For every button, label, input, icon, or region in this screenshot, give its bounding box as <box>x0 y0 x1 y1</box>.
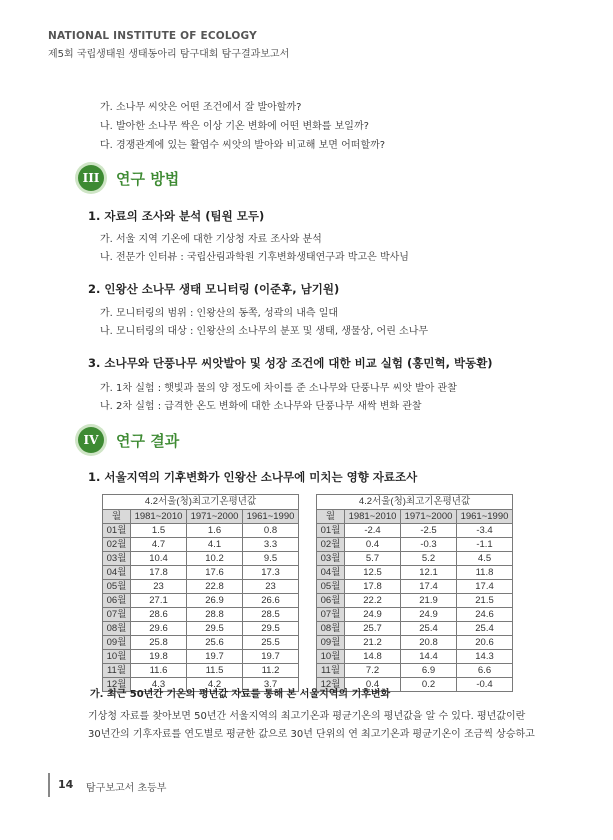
month-cell: 03월 <box>317 552 345 566</box>
section-3-badge: III <box>78 165 104 191</box>
section-4-badge: IV <box>78 427 104 453</box>
table-row <box>317 538 513 552</box>
month-cell: 11월 <box>317 664 345 678</box>
value-cell: 0.2 <box>401 678 457 692</box>
value-cell: 25.6 <box>187 636 243 650</box>
month-cell: 04월 <box>103 566 131 580</box>
page-number: 14 <box>58 778 74 791</box>
value-cell: 26.9 <box>187 594 243 608</box>
question-3: 다. 경쟁관계에 있는 활엽수 씨앗의 발아와 비교해 보면 어떠할까? <box>100 140 386 151</box>
value-cell: 14.4 <box>401 650 457 664</box>
value-cell: 12.5 <box>345 566 401 580</box>
month-cell: 10월 <box>317 650 345 664</box>
value-cell: 10.2 <box>187 552 243 566</box>
value-cell: 20.6 <box>457 636 513 650</box>
section-4-title: 연구 결과 <box>116 431 180 450</box>
question-2: 나. 발아한 소나무 싹은 이상 기온 변화에 어떤 변화를 보일까? <box>100 121 369 132</box>
value-cell: 22.8 <box>187 580 243 594</box>
value-cell: 14.8 <box>345 650 401 664</box>
value-cell: 4.2 <box>187 678 243 692</box>
value-cell: 25.8 <box>131 636 187 650</box>
table-row <box>317 636 513 650</box>
table-row <box>103 552 299 566</box>
value-cell: 17.4 <box>401 580 457 594</box>
month-cell: 07월 <box>103 608 131 622</box>
value-cell: 0.4 <box>345 538 401 552</box>
month-cell: 01월 <box>103 524 131 538</box>
table-row <box>317 566 513 580</box>
month-cell: 12월 <box>317 678 345 692</box>
footer-divider <box>48 773 50 797</box>
value-cell: 11.2 <box>243 664 299 678</box>
value-cell: -2.5 <box>401 524 457 538</box>
table-row <box>317 552 513 566</box>
value-cell: 22.2 <box>345 594 401 608</box>
value-cell: -1.1 <box>457 538 513 552</box>
value-cell: -0.3 <box>401 538 457 552</box>
value-cell: 26.6 <box>243 594 299 608</box>
table-row <box>103 664 299 678</box>
footer-text: 탐구보고서 초등부 <box>86 783 167 794</box>
value-cell: 27.1 <box>131 594 187 608</box>
value-cell: 25.5 <box>243 636 299 650</box>
value-cell: -0.4 <box>457 678 513 692</box>
value-cell: 25.4 <box>457 622 513 636</box>
paragraph-line-2: 30년간의 기후자료를 연도별로 평균한 값으로 30년 단위의 연 최고기온과 평균기온이 조금씩 상승하고 <box>88 729 535 740</box>
value-cell: 21.2 <box>345 636 401 650</box>
period-header: 1961~1990 <box>457 510 513 524</box>
value-cell: 5.2 <box>401 552 457 566</box>
value-cell: 24.6 <box>457 608 513 622</box>
table-row <box>317 664 513 678</box>
table-row <box>103 538 299 552</box>
value-cell: 0.4 <box>345 678 401 692</box>
value-cell: 19.8 <box>131 650 187 664</box>
table-row <box>103 636 299 650</box>
question-1: 가. 소나무 씨앗은 어떤 조건에서 잘 발아할까? <box>100 102 302 113</box>
value-cell: 6.9 <box>401 664 457 678</box>
month-cell: 08월 <box>317 622 345 636</box>
value-cell: 1.5 <box>131 524 187 538</box>
month-cell: 06월 <box>103 594 131 608</box>
method-1-line-2: 나. 전문가 인터뷰 : 국립산림과학원 기후변화생태연구과 박고은 박사님 <box>100 252 409 263</box>
value-cell: 11.6 <box>131 664 187 678</box>
month-cell: 08월 <box>103 622 131 636</box>
value-cell: -2.4 <box>345 524 401 538</box>
table-row <box>103 594 299 608</box>
value-cell: 7.2 <box>345 664 401 678</box>
value-cell: 23 <box>131 580 187 594</box>
value-cell: 28.5 <box>243 608 299 622</box>
table-row <box>103 580 299 594</box>
table-row <box>317 650 513 664</box>
value-cell: 25.4 <box>401 622 457 636</box>
method-1-line-1: 가. 서울 지역 기온에 대한 기상청 자료 조사와 분석 <box>100 234 322 245</box>
value-cell: 9.5 <box>243 552 299 566</box>
value-cell: 3.7 <box>243 678 299 692</box>
month-cell: 05월 <box>103 580 131 594</box>
value-cell: 14.3 <box>457 650 513 664</box>
header-title: NATIONAL INSTITUTE OF ECOLOGY <box>48 30 257 42</box>
month-header: 월 <box>317 510 345 524</box>
month-cell: 04월 <box>317 566 345 580</box>
value-cell: 17.8 <box>131 566 187 580</box>
method-3-heading: 3. 소나무와 단풍나무 씨앗발아 및 성장 조건에 대한 비교 실험 (홍민혁, 박동환) <box>88 356 493 370</box>
table-row <box>103 566 299 580</box>
period-header: 1981~2010 <box>131 510 187 524</box>
mean-temp-table-caption: 4.2서울(청)최고기온평년값 <box>317 495 513 510</box>
period-header: 1971~2000 <box>187 510 243 524</box>
value-cell: 29.5 <box>187 622 243 636</box>
month-cell: 06월 <box>317 594 345 608</box>
value-cell: 23 <box>243 580 299 594</box>
table-row <box>317 524 513 538</box>
month-cell: 07월 <box>317 608 345 622</box>
month-cell: 05월 <box>317 580 345 594</box>
month-cell: 12월 <box>103 678 131 692</box>
value-cell: 11.8 <box>457 566 513 580</box>
table-row <box>103 650 299 664</box>
month-header: 월 <box>103 510 131 524</box>
value-cell: -3.4 <box>457 524 513 538</box>
table-row <box>103 622 299 636</box>
method-2-line-2: 나. 모니터링의 대상 : 인왕산의 소나무의 분포 및 생태, 생물상, 어린 소나무 <box>100 326 429 337</box>
month-cell: 03월 <box>103 552 131 566</box>
mean-temp-table <box>316 494 513 692</box>
value-cell: 6.6 <box>457 664 513 678</box>
table-row <box>317 594 513 608</box>
value-cell: 21.5 <box>457 594 513 608</box>
period-header: 1961~1990 <box>243 510 299 524</box>
table-row <box>103 608 299 622</box>
value-cell: 3.3 <box>243 538 299 552</box>
value-cell: 19.7 <box>187 650 243 664</box>
value-cell: 4.7 <box>131 538 187 552</box>
table-row <box>317 608 513 622</box>
month-cell: 01월 <box>317 524 345 538</box>
table-row <box>317 622 513 636</box>
month-cell: 09월 <box>317 636 345 650</box>
method-2-line-1: 가. 모니터링의 범위 : 인왕산의 동쪽, 성곽의 내측 일대 <box>100 308 339 319</box>
method-1-heading: 1. 자료의 조사와 분석 (팀원 모두) <box>88 209 265 223</box>
value-cell: 17.3 <box>243 566 299 580</box>
result-1-heading: 1. 서울지역의 기후변화가 인왕산 소나무에 미치는 영향 자료조사 <box>88 470 418 484</box>
section-3-heading <box>78 165 179 191</box>
value-cell: 17.4 <box>457 580 513 594</box>
value-cell: 12.1 <box>401 566 457 580</box>
value-cell: 28.6 <box>131 608 187 622</box>
value-cell: 19.7 <box>243 650 299 664</box>
section-3-title: 연구 방법 <box>116 169 180 188</box>
max-temp-table <box>102 494 299 692</box>
month-cell: 10월 <box>103 650 131 664</box>
value-cell: 17.8 <box>345 580 401 594</box>
value-cell: 24.9 <box>345 608 401 622</box>
value-cell: 29.5 <box>243 622 299 636</box>
month-cell: 02월 <box>103 538 131 552</box>
value-cell: 4.5 <box>457 552 513 566</box>
result-subheading: 가. 최근 50년간 기온의 평년값 자료를 통해 본 서울지역의 기후변화 <box>90 689 391 700</box>
table-row <box>103 524 299 538</box>
value-cell: 5.7 <box>345 552 401 566</box>
value-cell: 0.8 <box>243 524 299 538</box>
value-cell: 11.5 <box>187 664 243 678</box>
value-cell: 4.1 <box>187 538 243 552</box>
value-cell: 1.6 <box>187 524 243 538</box>
paragraph-line-1: 기상청 자료를 찾아보면 50년간 서울지역의 최고기온과 평균기온의 평년값을 알 수 있다. 평년값이란 <box>88 711 526 722</box>
value-cell: 20.8 <box>401 636 457 650</box>
value-cell: 17.6 <box>187 566 243 580</box>
value-cell: 24.9 <box>401 608 457 622</box>
period-header: 1981~2010 <box>345 510 401 524</box>
method-3-line-2: 나. 2차 실험 : 급격한 온도 변화에 대한 소나무와 단풍나무 새싹 변화 관찰 <box>100 401 422 412</box>
month-cell: 09월 <box>103 636 131 650</box>
value-cell: 29.6 <box>131 622 187 636</box>
table-row <box>317 580 513 594</box>
method-3-line-1: 가. 1차 실험 : 햇빛과 물의 양 정도에 차이를 준 소나무와 단풍나무 씨앗 발아 관찰 <box>100 383 457 394</box>
value-cell: 10.4 <box>131 552 187 566</box>
month-cell: 02월 <box>317 538 345 552</box>
value-cell: 21.9 <box>401 594 457 608</box>
header-subtitle: 제5회 국립생태원 생태동아리 탐구대회 탐구결과보고서 <box>48 49 290 60</box>
value-cell: 25.7 <box>345 622 401 636</box>
period-header: 1971~2000 <box>401 510 457 524</box>
month-cell: 11월 <box>103 664 131 678</box>
value-cell: 28.8 <box>187 608 243 622</box>
value-cell: 4.3 <box>131 678 187 692</box>
section-4-heading <box>78 427 179 453</box>
max-temp-table-caption: 4.2서울(청)최고기온평년값 <box>103 495 299 510</box>
method-2-heading: 2. 인왕산 소나무 생태 모니터링 (이준후, 남기원) <box>88 282 340 296</box>
